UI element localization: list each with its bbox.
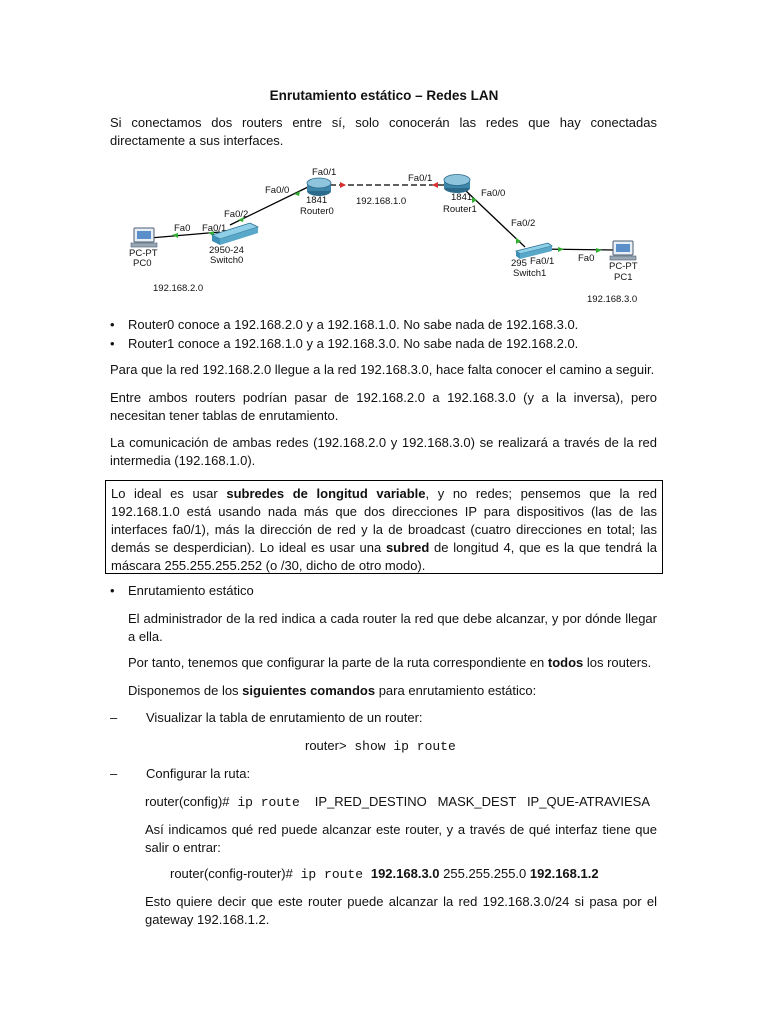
bullet-router0: • Router0 conoce a 192.168.2.0 y a 192.168.1.0. No sabe nada de 192.168.3.0. bbox=[110, 317, 579, 332]
router1-name: Router1 bbox=[443, 204, 477, 215]
paragraph-explanation: Así indicamos qué red puede alcanzar este router, y a través de qué interfaz tiene que salir o entrar: bbox=[145, 822, 657, 855]
pc1-type: PC-PT bbox=[609, 261, 638, 272]
section-bullet-static-routing: • Enrutamiento estático bbox=[110, 583, 254, 598]
bullet-router1: • Router1 conoce a 192.168.1.0 y a 192.168.3.0. No sabe nada de 192.168.2.0. bbox=[110, 336, 579, 351]
port-label: Fa0 bbox=[578, 253, 595, 264]
link-indicator bbox=[596, 248, 602, 253]
bullet-icon: • bbox=[110, 317, 115, 332]
network-label-mid: 192.168.1.0 bbox=[356, 196, 407, 207]
port-label: Fa0/1 bbox=[530, 256, 555, 267]
network-label-right: 192.168.3.0 bbox=[587, 294, 638, 305]
port-label: Fa0/0 bbox=[265, 185, 290, 196]
router0-model: 1841 bbox=[306, 195, 328, 206]
paragraph-admin: El administrador de la red indica a cada router la red que debe alcanzar, y por dónde llegar a ella. bbox=[128, 611, 657, 644]
paragraph-commands: Disponemos de los siguientes comandos para enrutamiento estático: bbox=[128, 683, 537, 698]
vlsm-note-box bbox=[105, 480, 663, 574]
network-diagram bbox=[120, 165, 660, 310]
link-indicator-down bbox=[340, 182, 346, 188]
bullet-icon: • bbox=[110, 583, 115, 598]
paragraph-all-routers: Por tanto, tenemos que configurar la parte de la ruta correspondiente en todos los routers. bbox=[128, 655, 652, 670]
pc0-name: PC0 bbox=[133, 258, 152, 269]
pc1-icon bbox=[610, 241, 636, 260]
pc0-icon bbox=[131, 228, 157, 247]
pc1-name: PC1 bbox=[614, 272, 633, 283]
port-label: Fa0/2 bbox=[511, 218, 536, 229]
paragraph-meaning: Esto quiere decir que este router puede alcanzar la red 192.168.3.0/24 si pasa por el gateway 192.168.1.2. bbox=[145, 894, 657, 927]
paragraph-routing-tables: Entre ambos routers podrían pasar de 192.168.2.0 a 192.168.3.0 (y a la inversa), pero necesitan tener tablas de enrutamiento. bbox=[110, 390, 657, 423]
router1-icon bbox=[444, 175, 470, 194]
paragraph-path: Para que la red 192.168.2.0 llegue a la red 192.168.3.0, hace falta conocer el camino a seguir. bbox=[110, 362, 655, 377]
intro-paragraph: Si conectamos dos routers entre sí, solo conocerán las redes que hay conectadas directamente a sus interfaces. bbox=[110, 115, 657, 148]
router0-icon bbox=[307, 178, 331, 196]
switch1-model: 295 bbox=[511, 258, 527, 269]
switch1-name: Switch1 bbox=[513, 268, 547, 279]
port-label: Fa0 bbox=[174, 223, 191, 234]
switch0-name: Switch0 bbox=[210, 255, 244, 266]
command-show-ip-route: router> show ip route bbox=[305, 738, 456, 754]
port-label: Fa0/1 bbox=[202, 223, 227, 234]
dash-icon: – bbox=[110, 710, 118, 725]
vlsm-note-text: Lo ideal es usar subredes de longitud variable, y no redes; pensemos que la red 192.168.1.0 está usando nada más que dos direcciones IP para dispositivos (las de las interfaces fa0/1), más la dirección de red y la de broadcast (cuatro direcciones en total; las demás se desperdician). Lo ideal es usar una subred de longitud 4, que es la que tendrá la máscara 255.255.255.252 (o /30, dicho de otro modo). bbox=[111, 486, 657, 573]
switch0-model: 2950-24 bbox=[209, 245, 244, 256]
port-label: Fa0/2 bbox=[224, 209, 249, 220]
page-title: Enrutamiento estático – Redes LAN bbox=[269, 88, 499, 103]
dash-item-show: – Visualizar la tabla de enrutamiento de un router: bbox=[110, 710, 423, 725]
link-indicator-down bbox=[432, 182, 438, 188]
port-label: Fa0/0 bbox=[481, 188, 506, 199]
port-label: Fa0/1 bbox=[408, 173, 433, 184]
network-label-left: 192.168.2.0 bbox=[153, 283, 204, 294]
paragraph-intermediate-net: La comunicación de ambas redes (192.168.2.0 y 192.168.3.0) se realizará a través de la red intermedia (192.168.1.0). bbox=[110, 435, 657, 468]
pc0-type: PC-PT bbox=[129, 248, 158, 259]
command-ip-route-syntax: router(config)# ip route IP_RED_DESTINO MASK_DEST IP_QUE-ATRAVIESA bbox=[145, 794, 650, 810]
link-indicator bbox=[472, 197, 477, 203]
dash-item-config: – Configurar la ruta: bbox=[110, 766, 251, 781]
command-ip-route-example: router(config-router)# ip route 192.168.3.0 255.255.255.0 192.168.1.2 bbox=[170, 866, 599, 882]
router0-name: Router0 bbox=[300, 206, 334, 217]
dash-icon: – bbox=[110, 766, 118, 781]
bullet-icon: • bbox=[110, 336, 115, 351]
router1-model: 1841 bbox=[451, 192, 473, 203]
port-label: Fa0/1 bbox=[312, 167, 337, 178]
